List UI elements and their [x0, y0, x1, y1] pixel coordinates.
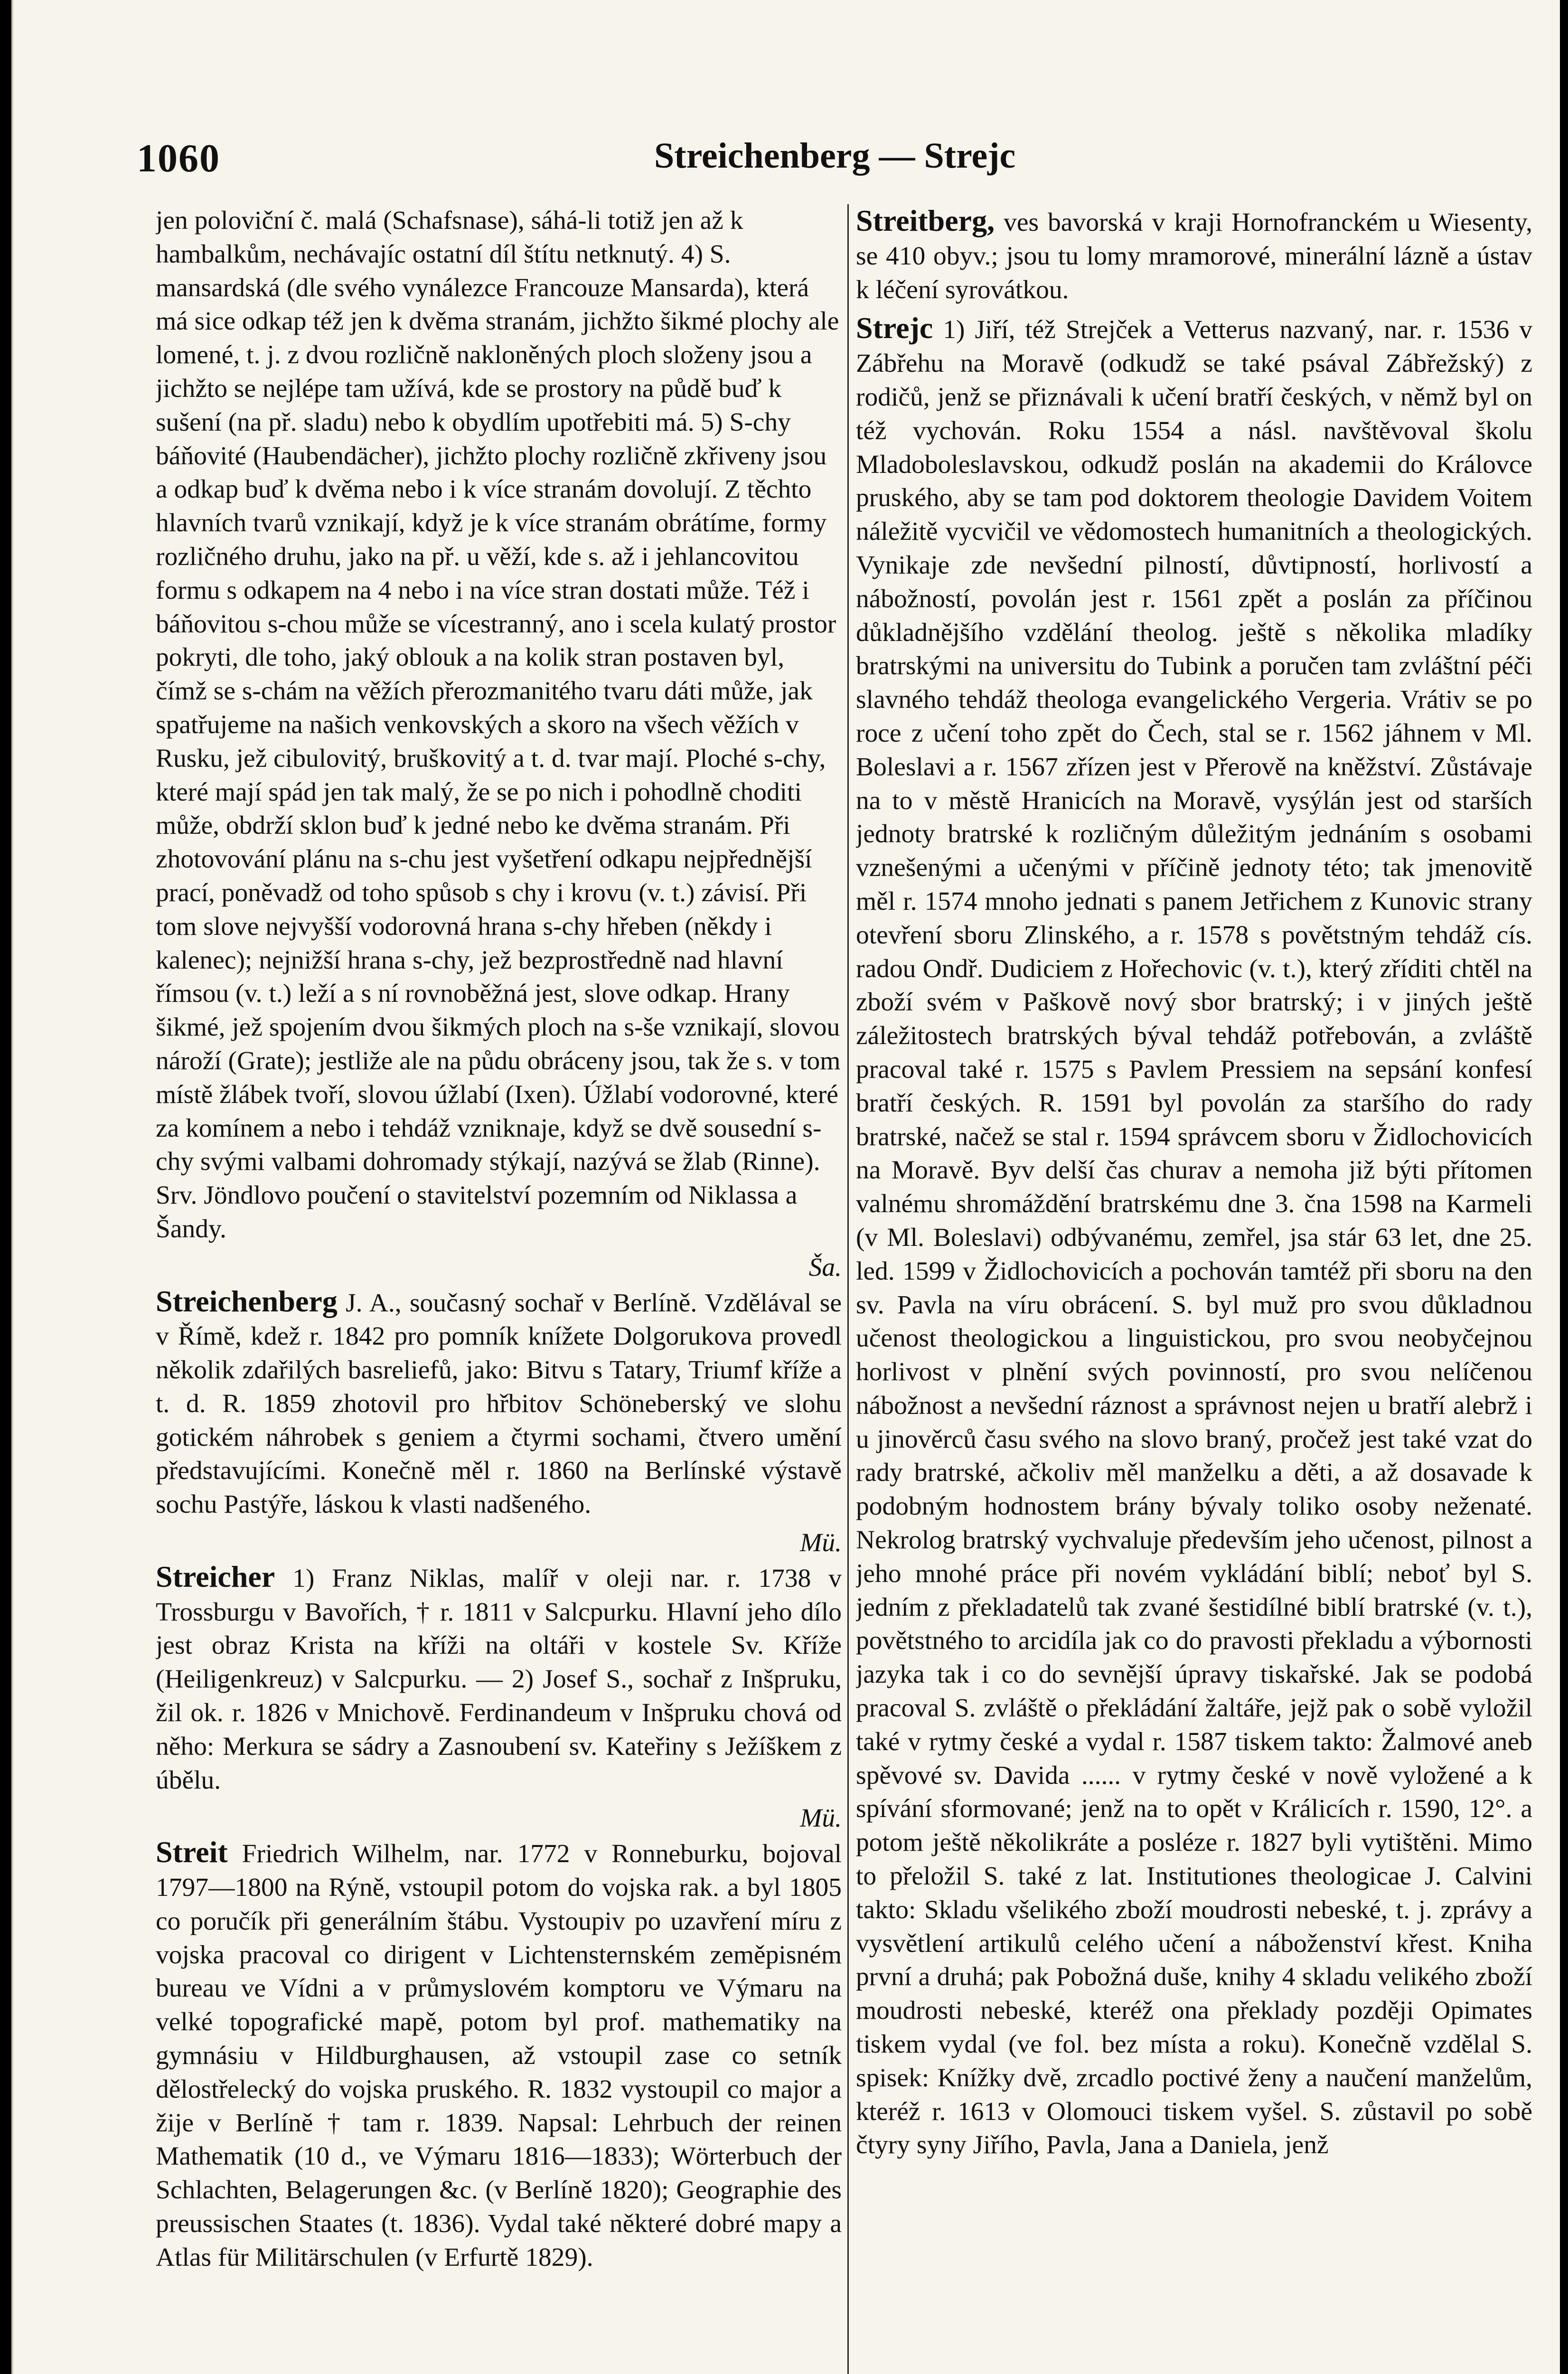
- entry-text: ves bavorská v kraji Hornofranckém u Wiesenty, se 410 obyv.; jsou tu lomy mramorové, minerální lázně a ústav k léčení syrovátkou.: [856, 208, 1532, 304]
- left-column: [156, 204, 842, 2374]
- entry-headword: Streitberg,: [856, 204, 995, 237]
- entry-headword: Streichenberg: [156, 1284, 338, 1318]
- entry-headword: Streit: [156, 1835, 228, 1869]
- entry-text: 1) Jiří, též Strejček a Vetterus nazvaný, nar. r. 1536 v Zábřehu na Moravě (odkudž se také psával Zábřežský) z rodičů, jenž se přiznávali k učení bratří českých, v němž byl on též vychován. Roku 1554 a násl. navštěvoval školu Mladoboleslavskou, odkudž poslán na akademii do Královce pruského, aby se tam pod doktorem theologie Davidem Voitem náležitě vycvičil ve vědomostech humanitních a theologických. Vynikaje zde nevšední pilností, důvtipností, horlivostí a nábožností, povolán jest r. 1561 zpět a poslán za příčinou důkladnějšího vzdělání theolog. ještě s několika mladíky bratrskými na universitu do Tubink a poručen tam zvláštní péči slavného tehdáž theologa evangelického Vergeria. Vrátiv se po roce z učení toho zpět do Čech, stal se r. 1562 jáhnem v Ml. Boleslavi a r. 1567 zřízen jest v Přerově na kněžství. Zůstávaje na to v městě Hranicích na Moravě, vysýlán jest od starších jednoty bratrské k rozličným důležitým jednáním s osobami vznešenými a učenými v příčině jednoty této; tak jmenovitě měl r. 1574 mnoho jednati s panem Jetřichem z Kunovic strany otevření sboru Zlinského, a r. 1578 s povětstným tehdáž cís. radou Ondř. Dudiciem z Hořechovic (v. t.), který zříditi chtěl na zboží svém v Paškově nový sbor bratrský; i v jiných ještě záležitostech bratrských býval tehdáž potřebován, a zvláště pracoval také r. 1575 s Pavlem Pressiem na sepsání konfesí bratří českých. R. 1591 byl povolán za staršího do rady bratrské, načež se stal r. 1594 správcem sboru v Židlochovicích na Moravě. Byv delší čas churav a nemoha již býti přítomen valnému shromáždění bratrskému dne 3. čna 1598 na Karmeli (v Ml. Boleslavi) odbývanému, zemřel, jsa stár 63 let, dne 25. led. 1599 v Židlochovicích a pochován tamtéž při sboru na den sv. Pavla na víru obrácení. S. byl muž pro svou důkladnou učenost theologickou a linguistickou, pro svou neobyčejnou horlivost v plnění svých povinností, pro svou nelíčenou nábožnost a nevšední ráznost a správnost nejen u bratří alebrž i u jinověrců času svého na slovo braný, pročež jest také vzat do rady bratrské, ačkoliv měl manželku a děti, a až dosavade k podobným hodnostem brány bývaly toliko osoby neženaté. Nekrolog bratrský vychvaluje především jeho učenost, pilnost a jeho mnohé práce při novém vykládání biblí; neboť byl S. jedním z překladatelů tak zvané šestidílné biblí bratrské (v. t.), povětstného to arcidíla jak co do pravosti překladu a výbornosti jazyka tak i co do sevnější úpravy tiskařské. Jak se podobá pracoval S. zvláště o překládání žaltáře, jejž pak o sobě vyložil také v rytmy české a vydal r. 1587 tiskem takto: Žalmové aneb spěvové sv. Davida ...... v rytmy české v nově vyložené a k spívání sformované; jenž na to opět v Králicích r. 1590, 12°. a potom ještě několikráte a posléze r. 1827 byli vytištěni. Mimo to přeložil S. také z lat. Institutiones theologicae J. Calvini takto: Skladu všelikého zboží moudrosti nebeské, t. j. zprávy a vysvětlení artikulů celého učení a náboženství křest. Kniha první a druhá; pak Pobožná duše, knihy 4 skladu velikého zboží moudrosti nebeské, kteréž ona překlady později Opimates tiskem vydal (ve fol. bez místa a roku). Konečně vzdělal S. spisek: Knížky dvě, zrcadlo poctivé ženy a naučení manželům, kteréž r. 1613 v Olomouci tiskem vyšel. S. zůstavil po sobě čtyry syny Jiřího, Pavla, Jana a Daniela, jenž: [856, 315, 1532, 2160]
- page: [11, 0, 1560, 2374]
- entry-headword: Strejc: [856, 311, 933, 345]
- article-author: [156, 1251, 842, 1285]
- author-initials: Mü.: [800, 1804, 842, 1833]
- entry-author: [156, 1526, 842, 1560]
- entry-headword: Streicher: [156, 1559, 275, 1593]
- entry-streitberg: [856, 204, 1532, 307]
- article-continuation: [156, 204, 842, 1246]
- entry-streit: [156, 1836, 842, 2274]
- entry-text: 1) Franz Niklas, malíř v oleji nar. r. 1738 v Trossburgu v Bavořích, † r. 1811 v Salcpurku. Hlavní jeho dílo jest obraz Krista na kříži na oltáři v kostele Sv. Kříže (Heiligenkreuz) v Salcpurku. — 2) Josef S., sochař z Inšpruku, žil ok. r. 1826 v Mnichově. Ferdinandeum v Inšpruku chová od něho: Merkura se sádry a Zasnoubení sv. Kateřiny s Ježíškem z úbělu.: [156, 1564, 842, 1795]
- column-divider: [847, 204, 849, 2374]
- entry-streicher: [156, 1560, 842, 1798]
- entry-author: [156, 1802, 842, 1836]
- entry-strejc: [856, 311, 1532, 2162]
- page-number: 1060: [137, 136, 220, 180]
- entry-streichenberg: [156, 1285, 842, 1522]
- running-head: Streichenberg — Strejc: [654, 136, 1016, 176]
- author-initials: Mü.: [800, 1528, 842, 1558]
- page-header: [137, 135, 1513, 188]
- author-initials: Ša.: [808, 1253, 842, 1282]
- entry-text: Friedrich Wilhelm, nar. 1772 v Ronneburku, bojoval 1797—1800 na Rýně, vstoupil potom do vojska rak. a byl 1805 co poručík při generálním štábu. Vystoupiv po uzavření míru z vojska pracoval co dirigent v Lichtensternském zeměpisném bureau ve Vídni a v průmyslovém komptoru ve Výmaru na velké topografické mapě, potom byl prof. mathematiky na gymnásiu v Hildburghausen, až vstoupil zase co setník dělostřelecký do vojska pruského. R. 1832 vystoupil co major a žije v Berlíně † tam r. 1839. Napsal: Lehrbuch der reinen Mathematik (10 d., ve Výmaru 1816—1833); Wörterbuch der Schlachten, Belagerungen &c. (v Berlíně 1820); Geographie des preussischen Staates (t. 1836). Vydal také některé dobré mapy a Atlas für Militärschulen (v Erfurtě 1829).: [156, 1839, 842, 2272]
- right-column: [856, 204, 1532, 2374]
- entry-text: J. A., současný sochař v Berlíně. Vzdělával se v Římě, kdež r. 1842 pro pomník knížete Dolgorukova provedl několik zdařilých basreliefů, jako: Bitvu s Tatary, Triumf kříže a t. d. R. 1859 zhotovil pro hřbitov Schöneberský ve slohu gotickém náhrobek s geniem a čtyrmi sochami, čtvero umění představujícími. Konečně měl r. 1860 na Berlínské výstavě sochu Pastýře, láskou k vlasti nadšeného.: [156, 1288, 842, 1519]
- article-text: jen poloviční č. malá (Schafsnase), sáhá-li totiž jen až k hambalkům, nechávajíc ostatní díl štítu netknutý. 4) S. mansardská (dle svého vynálezce Francouze Mansarda), která má sice odkap též jen k dvěma stranám, jichžto šikmé plochy ale lomené, t. j. z dvou rozličně nakloněných ploch složeny jsou a jichžto se nejlépe tam užívá, kde se prostory na půdě buď k sušení (na př. sladu) nebo k obydlím upotřebiti má. 5) S-chy báňovité (Haubendächer), jichžto plochy rozličně zkřiveny jsou a odkap buď k dvěma nebo i k více stranám dovolují. Z těchto hlavních tvarů vznikají, když je k více stranám obrátíme, formy rozličného druhu, jako na př. u věží, kde s. až i jehlancovitou formu s odkapem na 4 nebo i na více stran dostati může. Též i báňovitou s-chou může se vícestranný, ano i scela kulatý prostor pokryti, dle toho, jaký oblouk a na kolik stran postaven byl, čímž se s-chám na věžích přerozmanitého tvaru dáti může, jak spatřujeme na našich venkovských a skoro na všech věžích v Rusku, jež cibulovitý, bruškovitý a t. d. tvar mají. Ploché s-chy, které mají spád jen tak malý, že se po nich i pohodlně choditi může, obdrží sklon buď k jedné nebo ke dvěma stranám. Při zhotovování plánu na s-chu jest vyšetření odkapu nejpřednější prací, poněvadž od toho spůsob s chy i krovu (v. t.) závisí. Při tom slove nejvyšší vodorovná hrana s-chy hřeben (někdy i kalenec); nejnižší hrana s-chy, jež bezprostředně nad hlavní římsou (v. t.) leží a s ní rovnoběžná jest, slove odkap. Hrany šikmé, jež spojením dvou šikmých ploch na s-še vznikají, slovou nároží (Grate); jestliže ale na půdu obráceny jsou, tak že s. v tom místě žlábek tvoří, slovou úžlabí (Ixen). Úžlabí vodorovné, které za komínem a nebo i tehdáž vzniknaje, když se dvě sousední s-chy svými valbami dohromady stýkají, nazývá se žlab (Rinne). Srv. Jöndlovo poučení o stavitelství pozemním od Niklassa a Šandy.: [156, 206, 841, 1244]
